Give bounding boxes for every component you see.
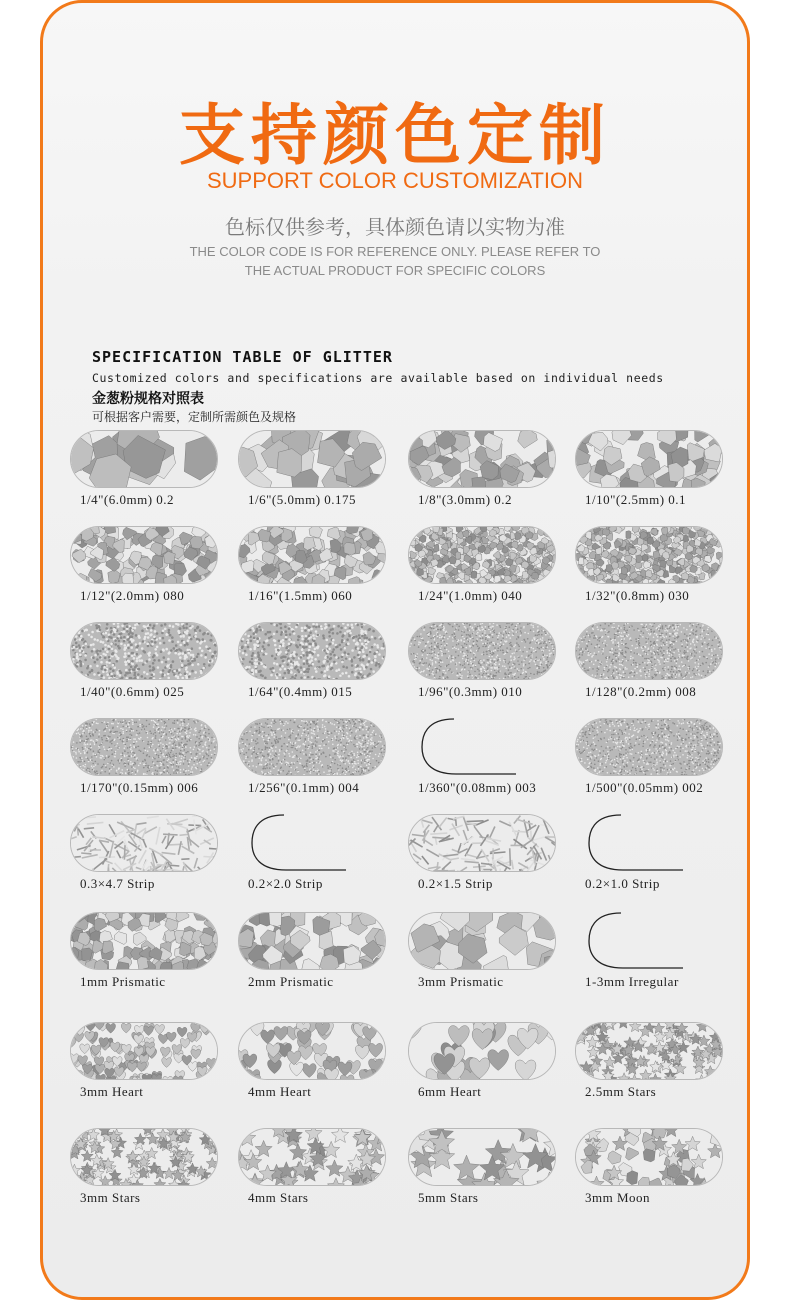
glitter-sample xyxy=(70,526,230,622)
glitter-sample xyxy=(408,912,568,1008)
glitter-swatch xyxy=(70,912,218,970)
sample-label: 4mm Heart xyxy=(248,1084,311,1100)
sample-label: 1/6"(5.0mm) 0.175 xyxy=(248,492,356,508)
glitter-swatch xyxy=(238,1022,386,1080)
spec-table-subheading: Customized colors and specifications are available based on individual needs xyxy=(92,371,664,385)
glitter-sample xyxy=(408,814,568,910)
glitter-swatch xyxy=(238,912,386,970)
sample-label: 1-3mm Irregular xyxy=(585,974,679,990)
glitter-sample xyxy=(238,430,398,526)
sample-label: 0.2×1.5 Strip xyxy=(418,876,493,892)
page-title-en: SUPPORT COLOR CUSTOMIZATION xyxy=(0,168,790,194)
empty-holder-outline xyxy=(246,812,356,874)
sample-label: 1/24"(1.0mm) 040 xyxy=(418,588,522,604)
glitter-swatch xyxy=(70,1128,218,1186)
glitter-swatch xyxy=(70,622,218,680)
sample-label: 3mm Heart xyxy=(80,1084,143,1100)
glitter-swatch xyxy=(408,912,556,970)
sample-label: 3mm Moon xyxy=(585,1190,650,1206)
glitter-swatch xyxy=(238,430,386,488)
glitter-swatch xyxy=(575,622,723,680)
glitter-swatch xyxy=(575,430,723,488)
reference-note-en xyxy=(0,242,790,280)
glitter-sample xyxy=(408,718,568,814)
sample-label: 0.2×1.0 Strip xyxy=(585,876,660,892)
reference-note-en-line2: THE ACTUAL PRODUCT FOR SPECIFIC COLORS xyxy=(0,261,790,280)
sample-label: 0.2×2.0 Strip xyxy=(248,876,323,892)
glitter-sample xyxy=(408,1022,568,1118)
empty-holder-outline xyxy=(583,910,693,972)
glitter-swatch xyxy=(70,526,218,584)
glitter-swatch xyxy=(408,814,556,872)
glitter-sample xyxy=(408,622,568,718)
sample-label: 1/96"(0.3mm) 010 xyxy=(418,684,522,700)
spec-table-heading-cn: 金葱粉规格对照表 xyxy=(92,388,204,408)
glitter-swatch xyxy=(408,526,556,584)
glitter-sample xyxy=(408,526,568,622)
glitter-sample xyxy=(70,912,230,1008)
sample-label: 1/64"(0.4mm) 015 xyxy=(248,684,352,700)
glitter-swatch xyxy=(408,1022,556,1080)
glitter-swatch xyxy=(238,718,386,776)
reference-note-en-line1: THE COLOR CODE IS FOR REFERENCE ONLY. PLEASE REFER TO xyxy=(0,242,790,261)
glitter-swatch xyxy=(408,1128,556,1186)
spec-table-heading: SPECIFICATION TABLE OF GLITTER xyxy=(92,348,393,366)
sample-label: 0.3×4.7 Strip xyxy=(80,876,155,892)
sample-label: 1mm Prismatic xyxy=(80,974,166,990)
glitter-sample xyxy=(238,1128,398,1224)
glitter-swatch xyxy=(575,718,723,776)
sample-label: 6mm Heart xyxy=(418,1084,481,1100)
glitter-swatch xyxy=(575,1128,723,1186)
glitter-swatch xyxy=(70,1022,218,1080)
glitter-sample xyxy=(70,622,230,718)
glitter-sample xyxy=(238,814,398,910)
sample-label: 3mm Prismatic xyxy=(418,974,504,990)
sample-label: 1/500"(0.05mm) 002 xyxy=(585,780,703,796)
glitter-swatch xyxy=(575,526,723,584)
glitter-sample xyxy=(238,622,398,718)
glitter-sample xyxy=(575,622,735,718)
glitter-sample xyxy=(70,1128,230,1224)
empty-holder-outline xyxy=(583,812,693,874)
sample-label: 2.5mm Stars xyxy=(585,1084,656,1100)
glitter-swatch xyxy=(238,622,386,680)
glitter-sample xyxy=(408,1128,568,1224)
sample-label: 1/128"(0.2mm) 008 xyxy=(585,684,696,700)
glitter-sample xyxy=(238,526,398,622)
glitter-sample xyxy=(408,430,568,526)
glitter-swatch xyxy=(70,814,218,872)
glitter-sample xyxy=(238,1022,398,1118)
glitter-swatch xyxy=(575,1022,723,1080)
glitter-sample xyxy=(575,1022,735,1118)
glitter-swatch xyxy=(70,718,218,776)
reference-note-cn: 色标仅供参考，具体颜色请以实物为准 xyxy=(0,211,790,240)
sample-label: 1/40"(0.6mm) 025 xyxy=(80,684,184,700)
glitter-sample xyxy=(70,1022,230,1118)
glitter-sample xyxy=(238,912,398,1008)
page-title-cn: 支持颜色定制 xyxy=(0,82,790,177)
glitter-sample xyxy=(70,718,230,814)
sample-label: 4mm Stars xyxy=(248,1190,308,1206)
sample-label: 1/256"(0.1mm) 004 xyxy=(248,780,359,796)
glitter-swatch xyxy=(408,430,556,488)
sample-label: 1/32"(0.8mm) 030 xyxy=(585,588,689,604)
glitter-sample xyxy=(70,814,230,910)
glitter-swatch xyxy=(70,430,218,488)
sample-label: 1/8"(3.0mm) 0.2 xyxy=(418,492,512,508)
glitter-sample xyxy=(575,1128,735,1224)
glitter-swatch xyxy=(408,622,556,680)
sample-label: 2mm Prismatic xyxy=(248,974,334,990)
glitter-sample xyxy=(575,912,735,1008)
sample-label: 3mm Stars xyxy=(80,1190,140,1206)
sample-label: 1/4"(6.0mm) 0.2 xyxy=(80,492,174,508)
glitter-sample xyxy=(575,430,735,526)
sample-label: 1/170"(0.15mm) 006 xyxy=(80,780,198,796)
glitter-sample xyxy=(70,430,230,526)
sample-label: 1/10"(2.5mm) 0.1 xyxy=(585,492,686,508)
empty-holder-outline xyxy=(416,716,526,778)
sample-label: 1/12"(2.0mm) 080 xyxy=(80,588,184,604)
sample-label: 1/360"(0.08mm) 003 xyxy=(418,780,536,796)
glitter-sample xyxy=(575,718,735,814)
glitter-swatch xyxy=(238,526,386,584)
sample-label: 1/16"(1.5mm) 060 xyxy=(248,588,352,604)
glitter-sample xyxy=(238,718,398,814)
glitter-sample xyxy=(575,814,735,910)
glitter-sample xyxy=(575,526,735,622)
glitter-swatch xyxy=(238,1128,386,1186)
spec-table-subheading-cn: 可根据客户需要，定制所需颜色及规格 xyxy=(92,408,296,425)
sample-label: 5mm Stars xyxy=(418,1190,478,1206)
